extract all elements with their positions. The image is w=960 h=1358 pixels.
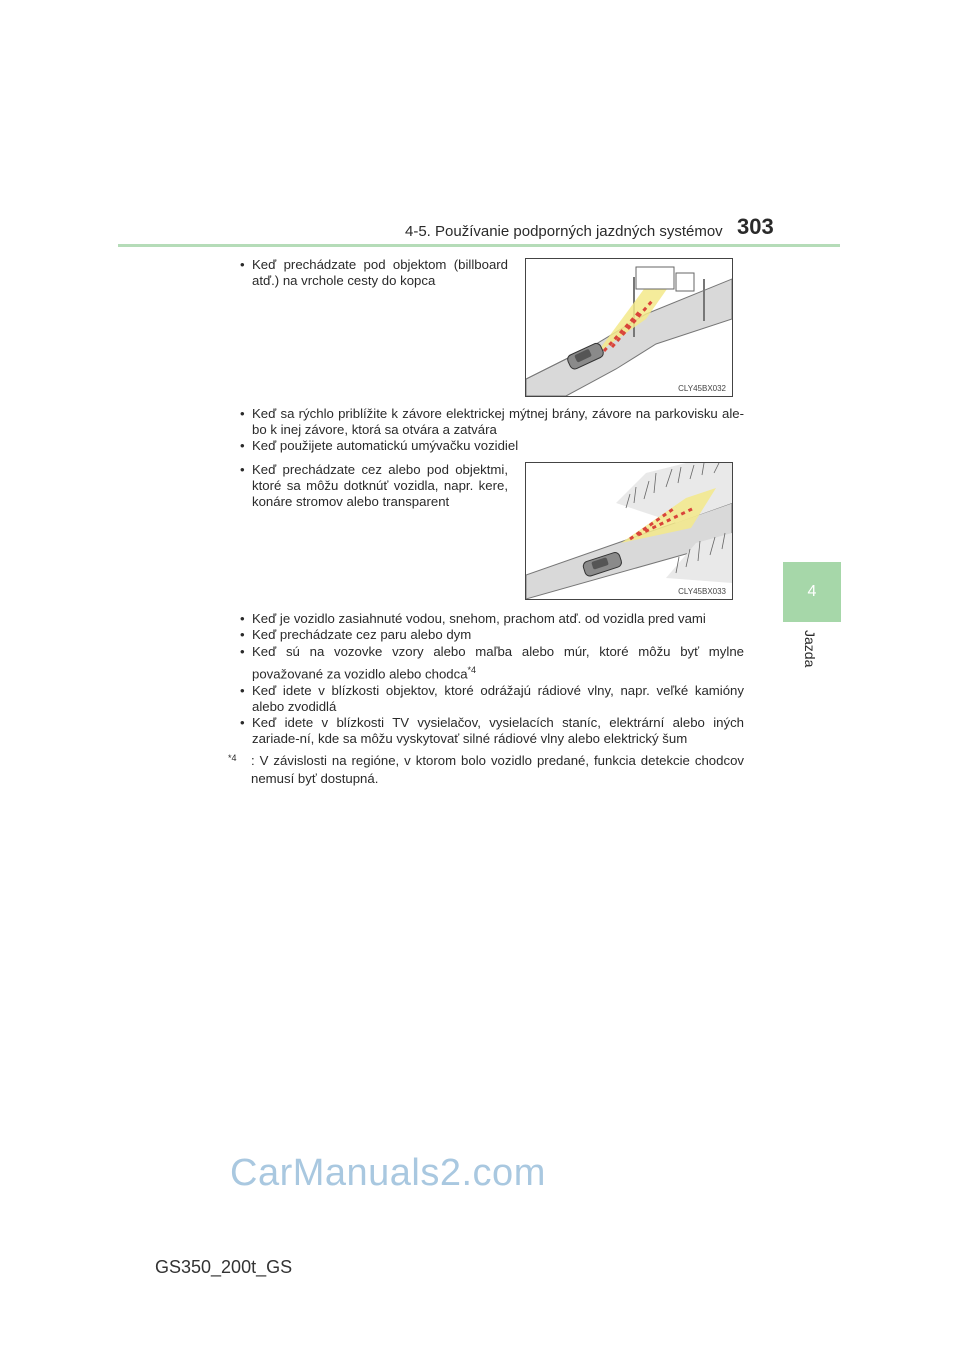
section-header-title: 4-5. Používanie podporných jazdných systémov	[405, 223, 723, 240]
bullet-dot: •	[240, 462, 245, 477]
bullet-bushes-text: Keď prechádzate cez alebo pod objektmi, ktoré sa môžu dotknúť vozidla, napr. kere, konáre stromov alebo transparent	[252, 462, 508, 509]
chapter-number: 4	[807, 583, 817, 600]
bullet-billboard	[240, 257, 508, 289]
chapter-label: Jazda	[802, 630, 818, 668]
bullet-steam-text: Keď prechádzate cez paru alebo dym	[252, 627, 472, 642]
watermark-logo: CarManuals2.com	[230, 1152, 546, 1194]
footnote-text: : V závislosti na regióne, v ktorom bolo vozidlo predané, funkcia detekcie chodcov nemusí byť dostupná.	[251, 753, 744, 786]
bullet-dot: •	[240, 406, 245, 421]
figure-billboard-hill	[525, 258, 733, 397]
bullet-list-gate	[240, 406, 744, 454]
bullet-dot: •	[240, 627, 245, 642]
bullet-billboard-text: Keď prechádzate pod objektom (billboard atď.) na vrchole cesty do kopca	[252, 257, 508, 288]
illustration-billboard-hill	[526, 259, 732, 396]
bullet-carwash-text: Keď použijete automatickú umývačku vozidiel	[252, 438, 519, 453]
bullet-tv-text: Keď idete v blízkosti TV vysielačov, vysielacích staníc, elektrární alebo iných zariade-ní, kde sa môžu vyskytovať silné rádiové vlny alebo elektrický šum	[252, 715, 744, 747]
bullet-dot: •	[240, 715, 245, 731]
bullet-patterns-text: Keď sú na vozovke vzory alebo maľba alebo múr, ktoré môžu byť mylne považované za vozidlo alebo chodca	[252, 644, 744, 682]
bullet-reflect-text: Keď idete v blízkosti objektov, ktoré odrážajú rádiové vlny, napr. veľké kamióny alebo zvodidlá	[252, 683, 744, 715]
bullet-dot: •	[240, 644, 245, 659]
footnote-ref: *4	[467, 665, 477, 675]
bullet-dot: •	[240, 611, 245, 626]
bullet-dot: •	[240, 438, 245, 453]
page-number: 303	[737, 214, 774, 239]
chapter-tab	[783, 562, 841, 622]
illustration-bushes	[526, 463, 732, 599]
figure-bushes-code: CLY45BX033	[678, 587, 726, 596]
bullet-dot: •	[240, 683, 245, 699]
bullet-dot: •	[240, 257, 245, 272]
footnote-mark: *4	[228, 753, 237, 763]
header-rule	[118, 244, 840, 247]
footnote	[228, 752, 744, 788]
bullet-splash-text: Keď je vozidlo zasiahnuté vodou, snehom, prachom atď. od vozidla pred vami	[252, 611, 706, 626]
figure-billboard-code: CLY45BX032	[678, 384, 726, 393]
bullet-bushes	[240, 462, 508, 510]
footer-model-code: GS350_200t_GS	[155, 1257, 293, 1277]
figure-bushes	[525, 462, 733, 600]
bullet-gate-text: Keď sa rýchlo priblížite k závore elektrickej mýtnej brány, závore na parkovisku ale-bo k inej závore, ktorá sa otvára a zatvára	[252, 406, 744, 437]
bullet-list-remaining	[240, 611, 744, 747]
